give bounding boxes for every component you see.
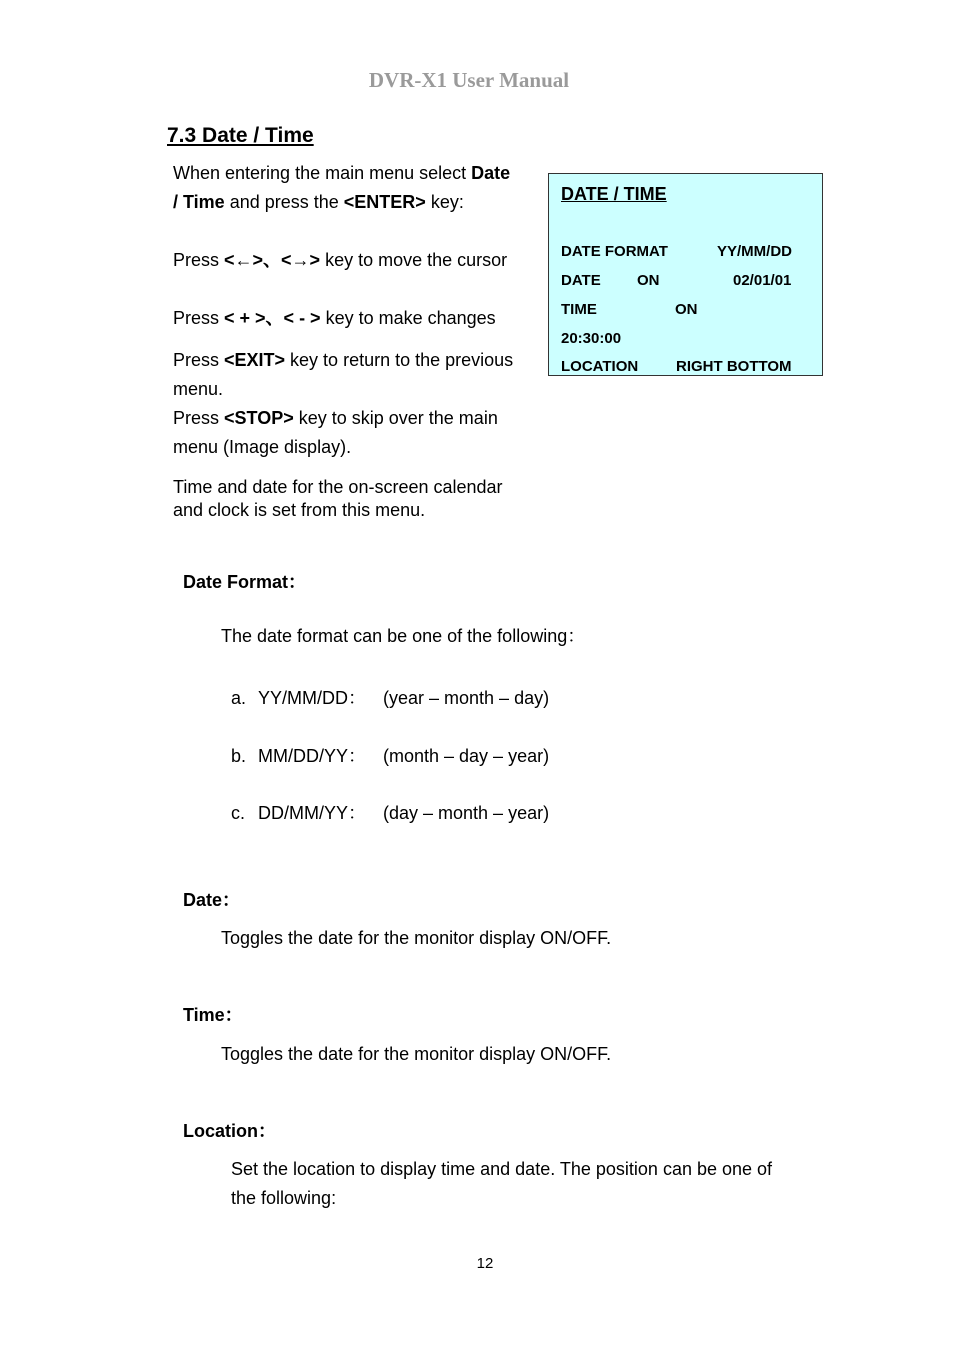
osd-row-time-value: 20:30:00 xyxy=(561,330,622,347)
date-desc: Toggles the date for the monitor display ON/OFF. xyxy=(221,928,612,948)
time-heading: Time： xyxy=(183,1005,243,1025)
list-item: b. MM/DD/YY： (month – day – year) xyxy=(231,746,550,766)
osd-row-location: LOCATION RIGHT BOTTOM xyxy=(561,358,792,375)
list-item: c. DD/MM/YY： (day – month – year) xyxy=(231,803,550,823)
exit-instruction: Press <EXIT> key to return to the previous menu. xyxy=(173,350,514,399)
stop-instruction: Press <STOP> key to skip over the main menu (Image display). xyxy=(173,408,498,457)
intro-instructions xyxy=(173,159,543,217)
change-instruction: Press < + >、< - > key to make changes xyxy=(173,308,496,328)
date-format-heading: Date Format： xyxy=(183,572,307,592)
osd-date-time-menu xyxy=(548,173,823,376)
osd-title: DATE / TIME xyxy=(561,184,667,204)
osd-row-date-format: DATE FORMAT YY/MM/DD xyxy=(561,243,792,260)
osd-row-date: DATE ON 02/01/01 xyxy=(561,272,792,289)
list-item: a. YY/MM/DD： (year – month – day) xyxy=(231,688,550,708)
page-header: DVR-X1 User Manual xyxy=(368,68,570,92)
date-heading: Date： xyxy=(183,890,241,910)
date-format-desc: The date format can be one of the following： xyxy=(221,626,586,646)
section-title: 7.3 Date / Time xyxy=(167,124,314,147)
osd-row-time: TIME ON xyxy=(561,301,698,318)
page-number: 12 xyxy=(476,1255,494,1272)
calendar-note: Time and date for the on-screen calendar and clock is set from this menu. xyxy=(173,477,503,520)
cursor-instruction: Press <←>、<→> key to move the cursor xyxy=(173,250,508,270)
location-heading: Location： xyxy=(183,1121,276,1141)
intro-line-1: When entering the main menu select Date xyxy=(173,163,511,183)
location-desc: Set the location to display time and date. The position can be one of the following: xyxy=(231,1159,773,1208)
time-desc: Toggles the date for the monitor display ON/OFF. xyxy=(221,1044,612,1064)
intro-line-2: / Time and press the <ENTER> key: xyxy=(173,192,464,212)
